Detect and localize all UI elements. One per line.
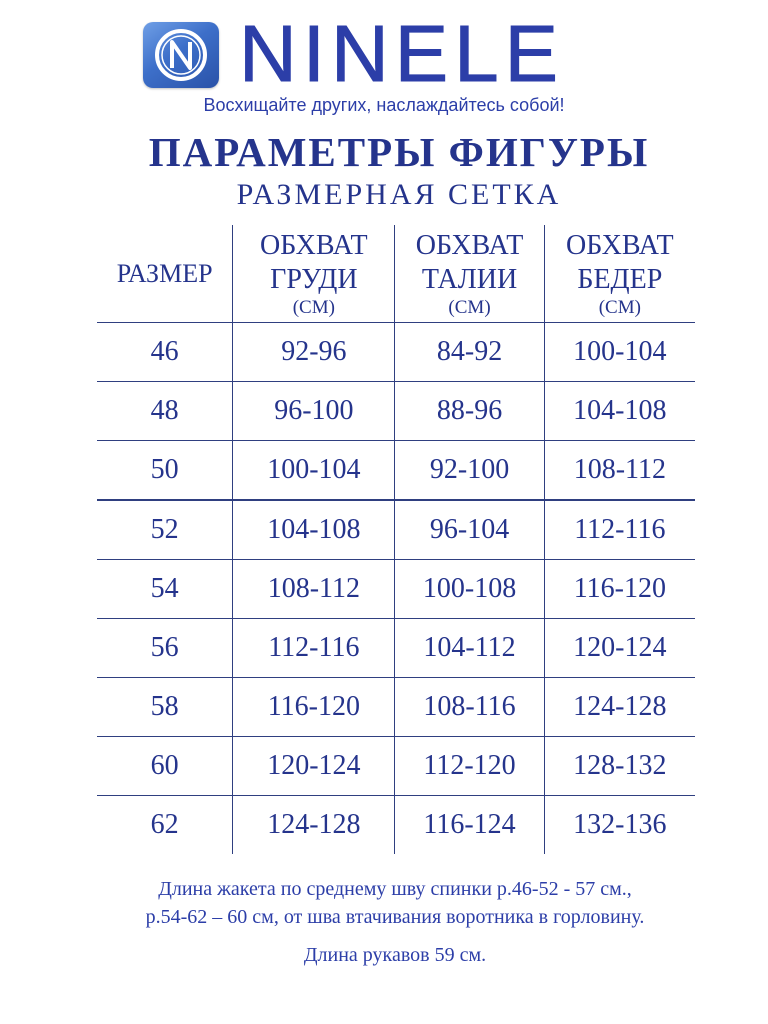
cell-size: 52 <box>97 500 233 560</box>
cell-chest: 96-100 <box>233 382 395 441</box>
cell-size: 50 <box>97 441 233 501</box>
cell-chest: 116-120 <box>233 678 395 737</box>
cell-waist: 84-92 <box>395 323 544 382</box>
header-chest-line1: ОБХВАТ <box>260 229 368 261</box>
table-row <box>97 500 695 560</box>
cell-chest: 112-116 <box>233 619 395 678</box>
table-row <box>97 678 695 737</box>
brand-tagline: Восхищайте других, наслаждайтесь собой! <box>203 95 565 115</box>
cell-chest: 100-104 <box>233 441 395 501</box>
cell-hips: 124-128 <box>544 678 695 737</box>
header-hips-line1: ОБХВАТ <box>566 229 674 261</box>
page-subtitle: РАЗМЕРНАЯ СЕТКА <box>236 178 562 211</box>
header-chest-unit: (СМ) <box>292 296 335 318</box>
table-row <box>97 323 695 382</box>
cell-size: 60 <box>97 737 233 796</box>
table-row <box>97 382 695 441</box>
header-waist <box>395 225 544 323</box>
page-title: ПАРАМЕТРЫ ФИГУРЫ <box>148 129 650 175</box>
header-hips-line2: БЕДЕР <box>577 263 663 295</box>
cell-size: 54 <box>97 560 233 619</box>
header-waist-line2: ТАЛИИ <box>421 263 518 295</box>
cell-hips: 100-104 <box>544 323 695 382</box>
table-row <box>97 560 695 619</box>
header-size: РАЗМЕР <box>97 225 233 323</box>
cell-chest: 120-124 <box>233 737 395 796</box>
cell-hips: 116-120 <box>544 560 695 619</box>
cell-chest: 104-108 <box>233 500 395 560</box>
cell-size: 46 <box>97 323 233 382</box>
cell-waist: 104-112 <box>395 619 544 678</box>
brand-logo <box>143 9 633 98</box>
cell-chest: 124-128 <box>233 796 395 855</box>
cell-size: 56 <box>97 619 233 678</box>
header-waist-line1: ОБХВАТ <box>415 229 524 261</box>
cell-hips: 112-116 <box>544 500 695 560</box>
cell-waist: 96-104 <box>395 500 544 560</box>
header-chest-line2: ГРУДИ <box>270 263 358 295</box>
cell-waist: 112-120 <box>395 737 544 796</box>
cell-hips: 104-108 <box>544 382 695 441</box>
logo-n-icon <box>143 22 219 88</box>
table-row <box>97 737 695 796</box>
table-header-row <box>97 225 695 323</box>
cell-hips: 108-112 <box>544 441 695 501</box>
note-jacket-length-2: р.54-62 – 60 см, от шва втачивания воротника в горловину. <box>145 906 645 928</box>
header-chest <box>233 225 395 323</box>
table-row <box>97 796 695 855</box>
header-waist-unit: (СМ) <box>448 296 491 318</box>
header-hips <box>544 225 695 323</box>
cell-size: 62 <box>150 809 179 840</box>
cell-size: 58 <box>97 678 233 737</box>
cell-waist: 116-124 <box>395 796 544 855</box>
cell-waist: 108-116 <box>395 678 544 737</box>
note-jacket-length-1: Длина жакета по среднему шву спинки р.46-52 - 57 см., <box>158 878 632 900</box>
note-sleeve-length: Длина рукавов 59 см. <box>303 944 487 966</box>
table-row <box>97 441 695 501</box>
cell-waist: 92-100 <box>395 441 544 501</box>
table-row <box>97 619 695 678</box>
cell-waist: 100-108 <box>395 560 544 619</box>
size-table <box>97 225 695 854</box>
cell-hips: 128-132 <box>544 737 695 796</box>
cell-hips: 120-124 <box>544 619 695 678</box>
cell-size: 48 <box>97 382 233 441</box>
cell-waist: 88-96 <box>395 382 544 441</box>
header-hips-unit: (СМ) <box>598 296 641 318</box>
brand-name: NINELE <box>239 9 564 98</box>
cell-hips: 132-136 <box>544 796 695 855</box>
cell-chest: 92-96 <box>233 323 395 382</box>
cell-chest: 108-112 <box>233 560 395 619</box>
